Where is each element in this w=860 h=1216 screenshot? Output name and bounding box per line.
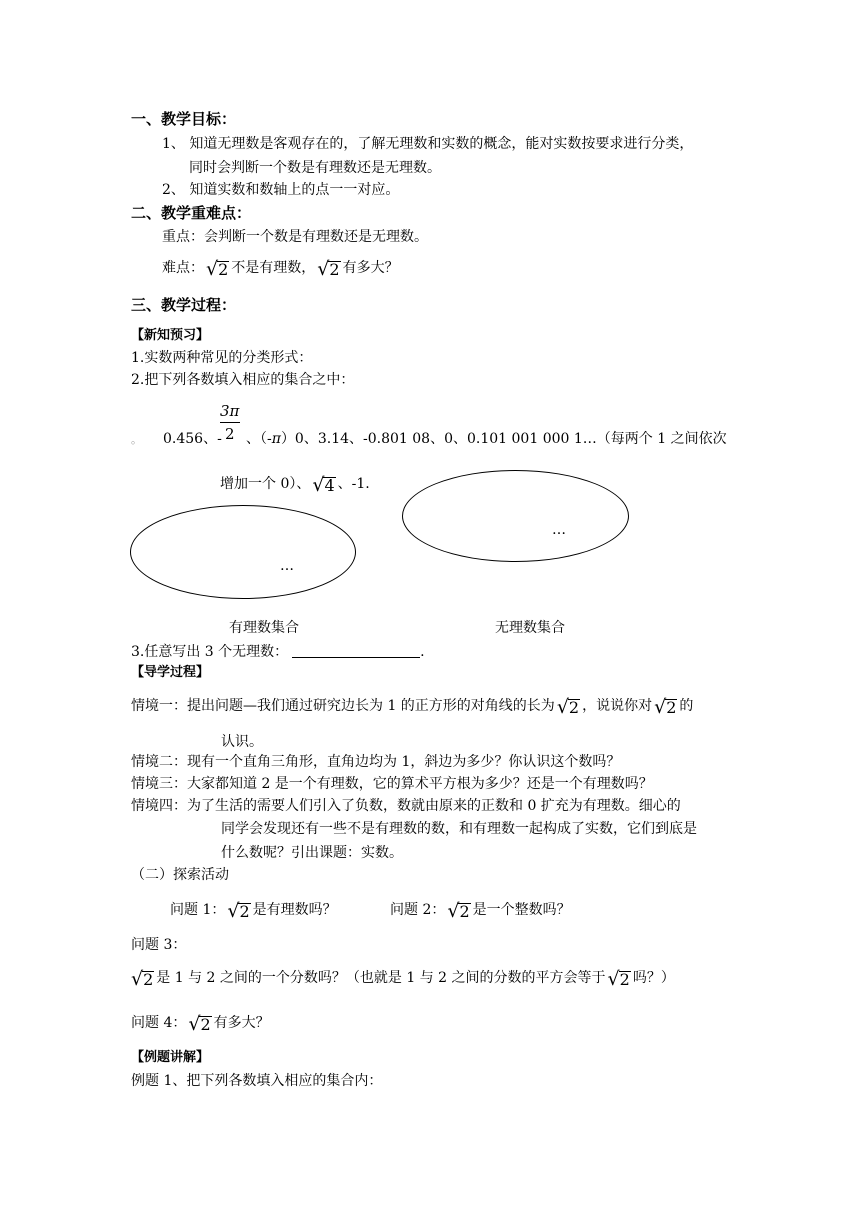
sqrt-2-formula: √ 2 — [206, 258, 229, 280]
sqrt-2-formula: √ 2 — [188, 1013, 211, 1035]
objective-item-1: 1、 知道无理数是客观存在的，了解无理数和实数的概念，能对实数按要求进行分类， — [162, 136, 694, 152]
example-1: 例题 1、把下列各数填入相应的集合内： — [131, 1073, 383, 1089]
guide-heading: 【导学过程】 — [131, 665, 210, 680]
example-heading: 【例题讲解】 — [131, 1050, 210, 1065]
sqrt-2-formula: √ 2 — [607, 968, 630, 990]
rational-set-label: 有理数集合 — [229, 620, 299, 636]
scenario-1: 情境一：提出问题—我们通过研究边长为 1 的正方形的对角线的长为 √ 2 ，说说你对 √ 2 的 — [131, 696, 694, 718]
numbers-line-2: 增加一个 0）、 √ 4 、-1. — [220, 474, 370, 496]
sqrt-2-formula: √ 2 — [556, 696, 580, 718]
preview-heading: 【新知预习】 — [131, 328, 210, 343]
fraction-numerator: 3π — [220, 402, 240, 420]
objective-item-2: 2、 知道实数和数轴上的点一一对应。 — [162, 182, 400, 198]
rational-set-ellipse — [130, 505, 356, 599]
sqrt-2-formula: √ 2 — [317, 258, 340, 280]
preview-q1: 1.实数两种常见的分类形式： — [131, 350, 313, 366]
question-3-label: 问题 3： — [131, 937, 187, 953]
question-4: 问题 4： √ 2 有多大？ — [131, 1013, 270, 1035]
fraction-bar — [220, 422, 240, 423]
sqrt-2-formula: √ 2 — [131, 968, 154, 990]
objective-item-1-cont: 同时会判断一个数是有理数还是无理数。 — [189, 160, 441, 176]
answer-blank[interactable] — [292, 643, 420, 658]
question-3: √ 2 是 1 与 2 之间的一个分数吗？（也就是 1 与 2 之间的分数的平方会等于 √ 2 吗？） — [131, 968, 675, 990]
preview-q3: 3.任意写出 3 个无理数： . — [131, 644, 425, 660]
numbers-line-1a: 0.456、- — [163, 431, 222, 447]
scenario-2: 情境二：现有一个直角三角形，直角边均为 1，斜边为多少？你认识这个数吗？ — [131, 754, 621, 770]
difficult-suffix: 有多大？ — [342, 260, 399, 276]
scenario-4: 情境四：为了生活的需要人们引入了负数，数就由原来的正数和 0 扩充为有理数。细心的 — [131, 798, 681, 814]
difficult-prefix: 难点： — [162, 260, 204, 276]
key-point: 重点：会判断一个数是有理数还是无理数。 — [162, 229, 428, 245]
difficult-mid: 不是有理数， — [231, 260, 316, 276]
rational-set-ellipsis: … — [280, 558, 294, 574]
sqrt-2-formula: √ 2 — [447, 900, 470, 922]
irrational-set-ellipsis: … — [552, 522, 566, 538]
question-2: 问题 2： √ 2 是一个整数吗？ — [390, 900, 571, 922]
fraction-denominator: 2 — [225, 425, 235, 443]
scenario-3: 情境三：大家都知道 2 是一个有理数，它的算术平方根为多少？还是一个有理数吗？ — [131, 776, 653, 792]
stray-mark: 。 — [131, 433, 142, 446]
section-heading-process: 三、教学过程： — [131, 296, 237, 314]
section-heading-key-points: 二、教学重难点： — [131, 204, 252, 222]
pi-symbol: π — [271, 431, 281, 447]
scenario-4-cont-2: 什么数呢？引出课题：实数。 — [221, 845, 403, 861]
scenario-4-cont-1: 同学会发现还有一些不是有理数的数，和有理数一起构成了实数，它们到底是 — [221, 821, 697, 837]
sqrt-2-formula: √ 2 — [654, 696, 677, 718]
irrational-set-label: 无理数集合 — [495, 620, 565, 636]
explore-heading: （二）探索活动 — [131, 867, 229, 883]
section-heading-objectives: 一、教学目标： — [131, 110, 237, 128]
scenario-1-cont: 认识。 — [221, 734, 263, 750]
question-1: 问题 1： √ 2 是有理数吗？ — [170, 900, 337, 922]
difficult-point — [162, 260, 399, 279]
irrational-set-ellipse — [402, 470, 629, 562]
numbers-line-1b: 、（-π）0、3.14、-0.801 08、0、0.101 001 000 1…（每两个 1 之间依次 — [246, 431, 727, 447]
sqrt-2-formula: √ 2 — [227, 900, 250, 922]
preview-q2: 2.把下列各数填入相应的集合之中： — [131, 372, 355, 388]
sqrt-4-formula: √ 4 — [312, 474, 335, 496]
